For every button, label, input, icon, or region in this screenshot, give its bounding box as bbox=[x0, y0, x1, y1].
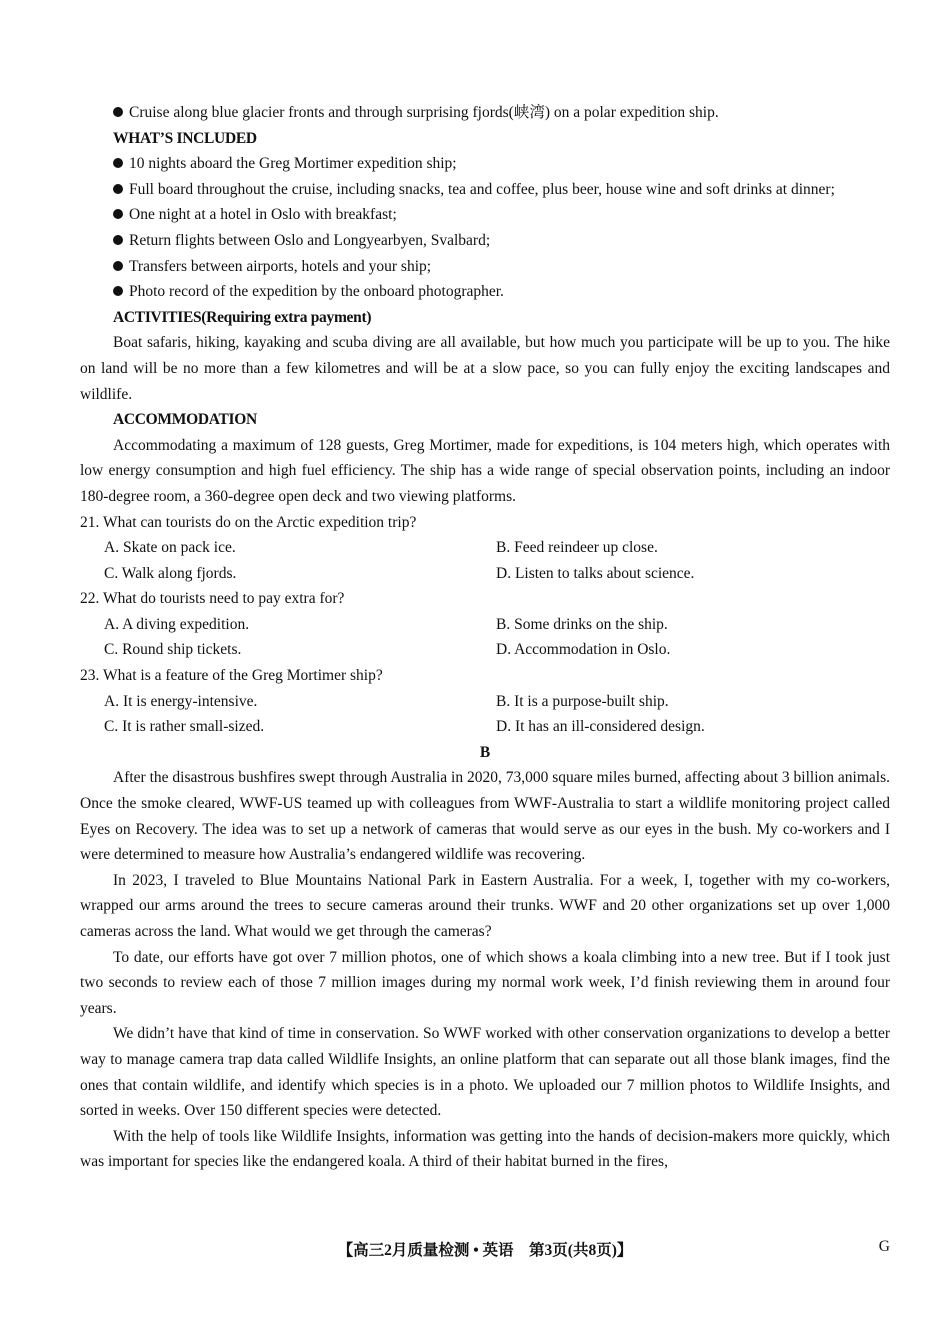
bullet-item: Full board throughout the cruise, including snacks, tea and coffee, plus beer, house wine and soft drinks at dinner; bbox=[80, 177, 890, 203]
passage-paragraph: To date, our efforts have got over 7 million photos, one of which shows a koala climbing into a new tree. But if I took just two seconds to review each of those 7 million images during my normal work week, I’d finish reviewing them in around four years. bbox=[80, 948, 890, 1017]
bullet-item: Cruise along blue glacier fronts and through surprising fjords(峡湾) on a polar expedition ship. bbox=[80, 100, 890, 126]
passage-paragraph: After the disastrous bushfires swept through Australia in 2020, 73,000 square miles burned, affecting about 3 billion animals. Once the smoke cleared, WWF-US teamed up with colleagues from WWF-Australia to start a wildlife monitoring project called Eyes on Recovery. The idea was to set up a network of cameras that would serve as our eyes in the bush. My co-workers and I were determined to measure how Australia’s endangered wildlife was recovering. bbox=[80, 769, 890, 864]
option-c: C. It is rather small-sized. bbox=[104, 718, 265, 736]
passage-paragraph: In 2023, I traveled to Blue Mountains National Park in Eastern Australia. For a week, I, together with my co-workers, wrapped our arms around the trees to secure cameras around their trunks. WWF and 20 other organizations set up over 1,000 cameras across the land. What would we get through the cameras? bbox=[80, 871, 890, 940]
bullet-icon bbox=[113, 209, 123, 219]
activities-text: Boat safaris, hiking, kayaking and scuba diving are all available, but how much you participate will be up to you. The hike on land will be no more than a few kilometres and will be at a slow pace, so you can fully enjoy the exciting landscapes and wildlife. bbox=[80, 334, 890, 403]
bullet-icon bbox=[113, 261, 123, 271]
option-d: D. Listen to talks about science. bbox=[496, 564, 695, 582]
bullet-item: One night at a hotel in Oslo with breakfast; bbox=[80, 202, 890, 228]
option-b: B. Some drinks on the ship. bbox=[496, 615, 668, 633]
activities-heading: ACTIVITIES(Requiring extra payment) bbox=[113, 308, 372, 326]
bullet-icon bbox=[113, 107, 123, 117]
passage-paragraph: We didn’t have that kind of time in conservation. So WWF worked with other conservation organizations to develop a better way to manage camera trap data called Wildlife Insights, an online platform that can separate out all those blank images, find the ones that contain wildlife, and identify which species is in a photo. We uploaded our 7 million photos to Wildlife Insights, and sorted in weeks. Over 150 different species were detected. bbox=[80, 1025, 890, 1120]
accommodation-text: Accommodating a maximum of 128 guests, Greg Mortimer, made for expeditions, is 104 meters high, which operates with low energy consumption and high fuel efficiency. The ship has a wide range of special observation points, including an indoor 180-degree room, a 360-degree open deck and two viewing platforms. bbox=[80, 436, 890, 505]
footer-title: 【高三2月质量检测 • 英语 第3页(共8页)】 bbox=[337, 1242, 633, 1259]
question-stem: 21. What can tourists do on the Arctic expedition trip? bbox=[80, 513, 417, 531]
trip-details bbox=[80, 100, 890, 1175]
option-d: D. It has an ill-considered design. bbox=[496, 718, 705, 736]
question-21 bbox=[80, 510, 890, 587]
question-stem: 23. What is a feature of the Greg Mortimer ship? bbox=[80, 667, 383, 685]
bullet-icon bbox=[113, 184, 123, 194]
section-b-label: B bbox=[479, 743, 491, 761]
paper-code: G bbox=[878, 1238, 890, 1255]
option-c: C. Walk along fjords. bbox=[104, 564, 237, 582]
bullet-item: 10 nights aboard the Greg Mortimer expedition ship; bbox=[80, 151, 890, 177]
option-b: B. Feed reindeer up close. bbox=[496, 539, 658, 557]
bullet-item: Transfers between airports, hotels and your ship; bbox=[80, 254, 890, 280]
option-a: A. Skate on pack ice. bbox=[104, 539, 236, 557]
bullet-item: Photo record of the expedition by the onboard photographer. bbox=[80, 279, 890, 305]
bullet-icon bbox=[113, 286, 123, 296]
option-b: B. It is a purpose-built ship. bbox=[496, 692, 669, 710]
option-a: A. A diving expedition. bbox=[104, 615, 250, 633]
question-23 bbox=[80, 663, 890, 740]
passage-paragraph: With the help of tools like Wildlife Insights, information was getting into the hands of decision-makers more quickly, which was important for species like the endangered koala. A third of their habitat burned in the fires, bbox=[80, 1127, 890, 1171]
bullet-icon bbox=[113, 235, 123, 245]
question-stem: 22. What do tourists need to pay extra for? bbox=[80, 590, 345, 608]
question-22 bbox=[80, 586, 890, 663]
option-d: D. Accommodation in Oslo. bbox=[496, 641, 671, 659]
option-a: A. It is energy-intensive. bbox=[104, 692, 258, 710]
included-heading: WHAT’S INCLUDED bbox=[113, 129, 257, 147]
bullet-icon bbox=[113, 158, 123, 168]
bullet-item: Return flights between Oslo and Longyearbyen, Svalbard; bbox=[80, 228, 890, 254]
option-c: C. Round ship tickets. bbox=[104, 641, 242, 659]
accommodation-heading: ACCOMMODATION bbox=[113, 411, 257, 429]
